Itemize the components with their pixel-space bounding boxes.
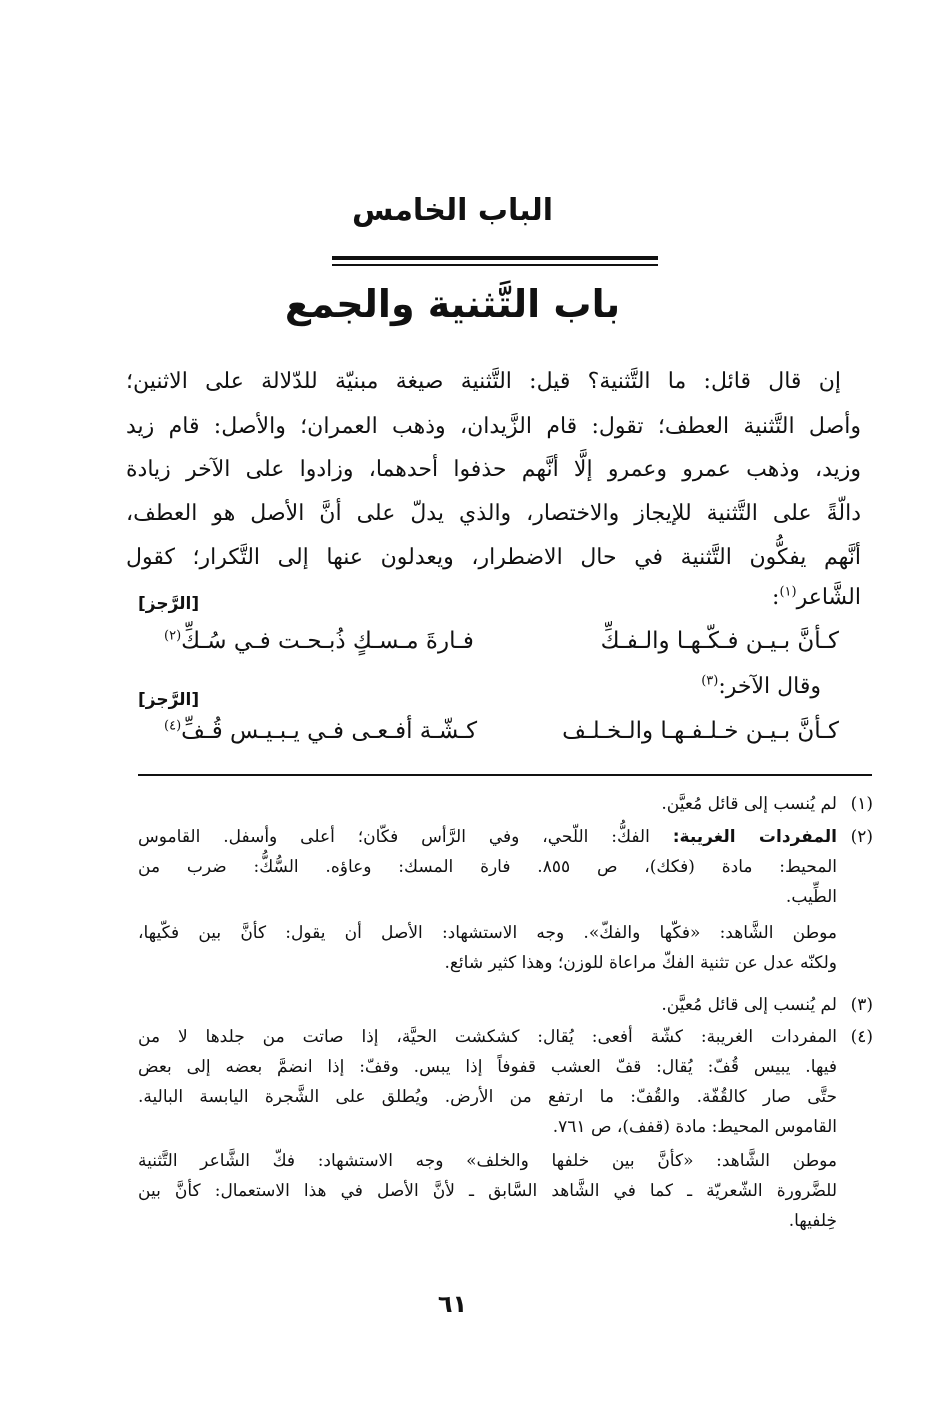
chapter-heading: الباب الخامس [351,193,554,228]
footnote-ref-4: (٤) [164,718,182,734]
heading-rule-thick [332,256,658,260]
verse1-right-hemistich: كـأنَّ بـيـن فـكّـهـا والـفـكِّ [600,628,839,654]
glossary-label: المفردات الغريبة: [672,827,837,847]
second-poet-intro [701,674,821,699]
footnote-line: خِلفيها. [788,1211,837,1231]
footnote-number: (٣) [850,995,873,1015]
footnote-line: موطن الشَّاهد: «كأنَّ بين خلفها والخلف» وجه الاستشهاد: فكّ الشَّاعر التَّثنية [138,1151,837,1171]
verse2-meter: [الرَّجز] [138,690,200,710]
poet-word: الشَّاعر [796,585,861,610]
verse1-left-text: فـارةَ مـسـكٍ ذُبـحـت فـي سُـكِّ [181,628,474,654]
verse1-left-hemistich [164,628,474,654]
body-line-2: وأصل التَّثنية العطف؛ تقول: قام الزَّيدان، وذهب العمران؛ والأصل: قام زيد [126,414,861,439]
heading-rule-thin [332,264,658,266]
page-number: ٦١ [437,1290,468,1318]
second-poet-text: وقال الآخر: [718,674,821,699]
footnote-line-rest: الفكُّ: اللّحي، وفي الرَّأس فكّان؛ أعلى وأسفل. القاموس [138,827,650,847]
footnote-line: المفردات الغريبة: كشّة أفعى: يُقال: كشكشت الحيَّة، إذا صاتت من جلدها لا من [138,1027,837,1047]
footnote-line: ولكنّه عدل عن تثنية الفكّ مراعاة للوزن؛ وهذا كثير شائع. [444,953,837,973]
body-line-4: دالّةً على التَّثنية للإيجاز والاختصار، والذي يدلّ على أنَّ الأصل هو العطف، [126,501,861,526]
footnote-separator [138,774,872,776]
footnote-line: حتَّى صار كالقُفّة. والقُفّ: ما ارتفع من الأرض. ويُطلق على الشَّجرة اليابسة البالية. [138,1087,837,1107]
body-line-3: وزيد، وذهب عمرو وعمرو إلَّا أنَّهم حذفوا أحدهما، وزادوا على الآخر زيادة [126,457,861,482]
footnote-line: موطن الشَّاهد: «فكّها والفكّ». وجه الاستشهاد: الأصل أن يقول: كأنَّ بين فكّيها، [138,923,837,943]
footnote-line [138,822,837,852]
footnote-ref-3: (٣) [701,673,719,689]
footnote-2 [138,822,873,982]
section-title: باب التَّثنية والجمع [284,282,621,326]
footnote-line: فيها. يبيس قُفّ: يُقال: قفّ العشب قفوفاً إذا يبس. وقفّ: إذا انضمَّ بعضه إلى بعض [138,1057,837,1077]
footnote-line: للضَّرورة الشّعريّة ـ كما في الشَّاهد السَّابق ـ لأنَّ الأصل في هذا الاستعمال: كأنَّ بين [138,1181,837,1201]
verse2-right-hemistich: كـأنَّ بـيـن خـلـفـهـا والـخـلـف [562,718,839,744]
body-line-6: الشَّاعر$^{(١)}$: [772,584,861,610]
verse1-meter: [الرَّجز] [138,594,200,614]
body-line-5: أنَّهم يفكُّون التَّثنية في حال الاضطرار، ويعدلون عنها إلى التَّكرار؛ كقول [126,545,861,570]
footnote-number: (٤) [850,1027,873,1047]
verse2-left-hemistich [164,718,477,744]
verse2-left-text: كـشّـة أفـعـى فـي يـبـيـس قُـفِّ [181,718,478,744]
footnote-line: الطِّيب. [785,887,837,907]
footnote-line: القاموس المحيط: مادة (قفف)، ص ٧٦١. [552,1117,837,1137]
footnote-line: المحيط: مادة (فكك)، ص ٨٥٥. فارة المسك: وعاؤه. السُّكُّ: ضرب من [138,857,837,877]
footnote-line: لم يُنسب إلى قائل مُعيَّن. [661,995,837,1015]
footnote-ref-2: (٢) [164,628,182,644]
footnote-4 [138,1022,873,1262]
footnote-number: (٢) [850,827,873,847]
footnote-1 [138,789,873,819]
footnote-3 [138,990,873,1020]
footnote-line: لم يُنسب إلى قائل مُعيَّن. [661,794,837,814]
footnote-number: (١) [850,794,873,814]
footnote-ref-1: (١) [779,584,797,600]
body-line-1: إن قال قائل: ما التَّثنية؟ قيل: التَّثنية صيغة مبنيّة للدّلالة على الاثنين؛ [126,369,841,394]
